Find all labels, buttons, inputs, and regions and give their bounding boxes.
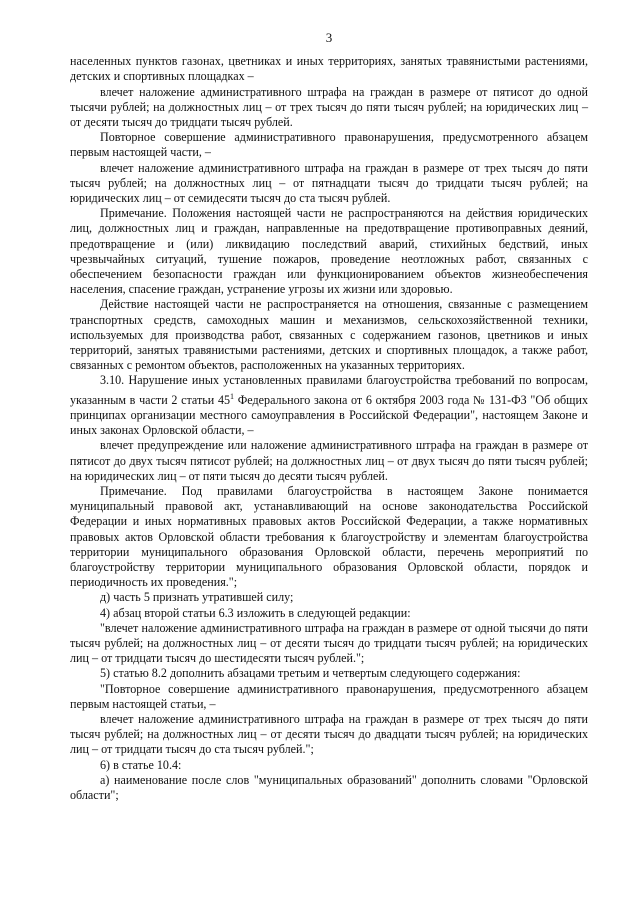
paragraph: 6) в статье 10.4: bbox=[100, 757, 182, 772]
paragraph: влечет предупреждение или наложение административного штрафа на граждан в размере от пятисот до двух тысяч пятисот рублей; на должностных лиц – от двух тысяч до пяти тысяч рублей; на юридических лиц – от пяти тысяч до десяти тысяч рублей. bbox=[70, 438, 588, 483]
document-page bbox=[70, 30, 588, 803]
superscript-number: 1 bbox=[230, 391, 235, 401]
paragraph-text: 3.10. Нарушение иных установленных правилами благоустройства требований по вопросам, указанным в части 2 статьи 45 bbox=[70, 373, 588, 407]
paragraph: 4) абзац второй статьи 6.3 изложить в следующей редакции: bbox=[100, 605, 411, 620]
paragraph: "влечет наложение административного штрафа на граждан в размере от одной тысячи до пяти тысяч рублей; на должностных лиц – от десяти тысяч до тридцати тысяч рублей; на юридических лиц – от тридцати тысяч до шестидесяти тысяч рублей."; bbox=[70, 620, 588, 666]
paragraph: Примечание. Положения настоящей части не распространяются на действия юридических лиц, должностных лиц и граждан, направленные на предотвращение противоправных деяний, предотвращение и (или) ликвидацию последствий аварий, стихийных бедствий, иных чрезвычайных ситуаций, тушение пожаров, проведение неотложных работ, связанных с обеспечением безопасности граждан или функционированием объектов жизнеобеспечения населения, спасение граждан, устранение угрозы их жизни или здоровью. bbox=[70, 206, 588, 297]
paragraph: 5) статью 8.2 дополнить абзацами третьим и четвертым следующего содержания: bbox=[100, 666, 521, 681]
paragraph: Примечание. Под правилами благоустройства в настоящем Законе понимается муниципальный правовой акт, устанавливающий на основе законодательства Российской Федерации и иных нормативных правовых актов Российской Федерации, а также нормативных правовых актов Орловской области требования к благоустройству и элементам благоустройства территории муниципального образования Орловской области, перечень мероприятий по благоустройству территории муниципального образования Орловской области, порядок и периодичность их проведения."; bbox=[70, 483, 588, 590]
paragraph: Действие настоящей части не распространяется на отношения, связанные с размещением транспортных средств, самоходных машин и механизмов, сельскохозяйственной техники, используемых для производства работ, связанных с содержанием газонов, цветников и иных территорий, занятых травянистыми растениями, детских и спортивных площадок, а также работ, связанных с ремонтом объектов, расположенных на указанных территориях. bbox=[70, 297, 588, 373]
paragraph: Повторное совершение административного правонарушения, предусмотренного абзацем первым настоящей части, – bbox=[70, 130, 588, 160]
paragraph: влечет наложение административного штрафа на граждан в размере от пятисот до одной тысячи рублей; на должностных лиц – от трех тысяч до пяти тысяч рублей; на юридических лиц – от десяти тысяч до тридцати тысяч рублей. bbox=[70, 84, 588, 130]
paragraph-text: Федерального закона от 6 октября 2003 года № 131-ФЗ "Об общих принципах организации местного самоуправления в Российской Федерации", настоящем Законе и иных законах Орловской области, – bbox=[70, 392, 588, 438]
paragraph: д) часть 5 признать утратившей силу; bbox=[100, 590, 294, 605]
paragraph: населенных пунктов газонах, цветниках и иных территориях, занятых травянистыми растениями, детских и спортивных площадках – bbox=[70, 54, 588, 84]
paragraph: "Повторное совершение административного правонарушения, предусмотренного абзацем первым настоящей статьи, – bbox=[70, 681, 588, 711]
paragraph: влечет наложение административного штрафа на граждан в размере от трех тысяч до пяти тысяч рублей; на должностных лиц – от пятнадцати тысяч до тридцати тысяч рублей; на юридических лиц – от семидесяти тысяч до ста тысяч рублей. bbox=[70, 160, 588, 206]
page-number: 3 bbox=[325, 30, 333, 45]
paragraph: влечет наложение административного штрафа на граждан в размере от трех тысяч до пяти тысяч рублей; на должностных лиц – от десяти тысяч до двадцати тысяч рублей; на юридических лиц – от тридцати тысяч до ста тысяч рублей."; bbox=[70, 711, 588, 757]
paragraph: а) наименование после слов "муниципальных образований" дополнить словами "Орловской области"; bbox=[70, 772, 588, 802]
paragraph bbox=[70, 373, 588, 438]
